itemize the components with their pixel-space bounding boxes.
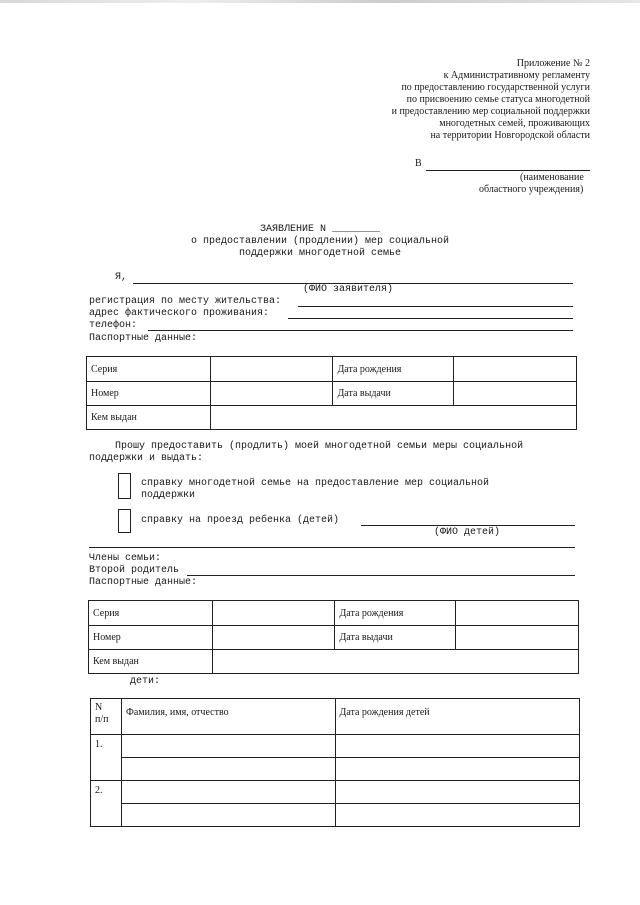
passport2-series-label: Серия [89,601,213,626]
recipient-field[interactable] [426,170,590,171]
passport2-number-input[interactable] [212,626,335,650]
appendix-header [392,58,590,142]
passport2-issuedby-input[interactable] [212,650,578,674]
appendix-line: на территории Новгородской области [430,130,590,141]
recipient-caption-2: областного учреждения) [479,184,584,195]
children-fio-continuation-field[interactable] [89,547,575,548]
children-name-header: Фамилия, имя, отчество [121,699,335,735]
certificate-checkbox[interactable] [118,473,131,499]
second-parent-passport-table [88,600,579,674]
appendix-line: по присвоению семье статуса многодетной [406,94,590,105]
passport-series-label: Серия [87,357,211,382]
passport-number-input[interactable] [210,382,333,406]
passport2-issuedate-label: Дата выдачи [335,626,456,650]
child-name-input[interactable] [121,804,335,827]
passport-issuedate-input[interactable] [454,382,577,406]
passport-issuedate-label: Дата выдачи [333,382,454,406]
option-certificate-line-1: справку многодетной семье на предоставление мер социальной [141,478,490,489]
passport-table [86,356,577,430]
travel-checkbox[interactable] [118,509,131,533]
recipient-prefix: В [415,158,422,169]
registration-field[interactable] [298,306,573,307]
appendix-line: к Административному регламенту [443,70,590,81]
phone-field[interactable] [148,330,573,331]
passport2-issuedate-input[interactable] [456,626,579,650]
children-fio-field[interactable] [361,525,575,526]
applicant-ya-label: Я, [115,272,128,283]
request-line-2: поддержки и выдать: [89,453,204,464]
children-table [90,698,580,827]
passport2-birthdate-input[interactable] [456,601,579,626]
option-travel-label: справку на проезд ребенка (детей) [141,515,340,526]
second-parent-label: Второй родитель [89,565,180,576]
scan-top-edge [0,0,640,3]
appendix-line: многодетных семей, проживающих [439,118,590,129]
passport-series-input[interactable] [210,357,333,382]
child-birthdate-input[interactable] [335,804,580,827]
passport-number-label: Номер [87,382,211,406]
form-subtitle-2: поддержки многодетной семье [238,248,402,259]
recipient-caption-1: (наименование [520,172,584,183]
registration-label: регистрация по месту жительства: [89,296,282,307]
appendix-line: по предоставлению государственной услуги [401,82,590,93]
children-row-number: 2. [91,781,122,827]
child-birthdate-input[interactable] [335,758,580,781]
family-members-label: Члены семьи: [89,553,162,564]
children-num-header [91,699,122,735]
request-line-1: Прошу предоставить (продлить) моей многодетной семьи меры социальной [115,441,524,452]
children-num-header-line-1: N [95,702,103,713]
child-name-input[interactable] [121,758,335,781]
child-name-input[interactable] [121,735,335,758]
actual-address-field[interactable] [288,318,573,319]
form-title: ЗАЯВЛЕНИЕ N ________ [259,224,381,235]
second-parent-field[interactable] [187,575,575,576]
children-fio-caption: (ФИО детей) [434,527,501,538]
children-row-number: 1. [91,735,122,781]
passport2-series-input[interactable] [212,601,335,626]
children-birth-header: Дата рождения детей [335,699,580,735]
children-num-header-line-2: п/п [95,714,109,725]
passport2-birthdate-label: Дата рождения [335,601,456,626]
option-certificate-line-2: поддержки [141,490,196,501]
applicant-fio-caption: (ФИО заявителя) [303,284,394,295]
appendix-line: и предоставлению мер социальной поддержки [391,106,590,117]
child-name-input[interactable] [121,781,335,804]
phone-label: телефон: [89,320,138,331]
passport-issuedby-input[interactable] [210,406,576,430]
children-label: дети: [130,676,161,687]
child-birthdate-input[interactable] [335,735,580,758]
passport-label: Паспортные данные: [89,333,198,344]
form-subtitle-1: о предоставлении (продлении) мер социальной [190,236,450,247]
child-birthdate-input[interactable] [335,781,580,804]
passport2-issuedby-label: Кем выдан [89,650,213,674]
actual-address-label: адрес фактического проживания: [89,308,270,319]
passport2-number-label: Номер [89,626,213,650]
passport-birthdate-label: Дата рождения [333,357,454,382]
passport-issuedby-label: Кем выдан [87,406,211,430]
passport-birthdate-input[interactable] [454,357,577,382]
appendix-line: Приложение № 2 [516,58,590,69]
second-parent-passport-label: Паспортные данные: [89,577,198,588]
